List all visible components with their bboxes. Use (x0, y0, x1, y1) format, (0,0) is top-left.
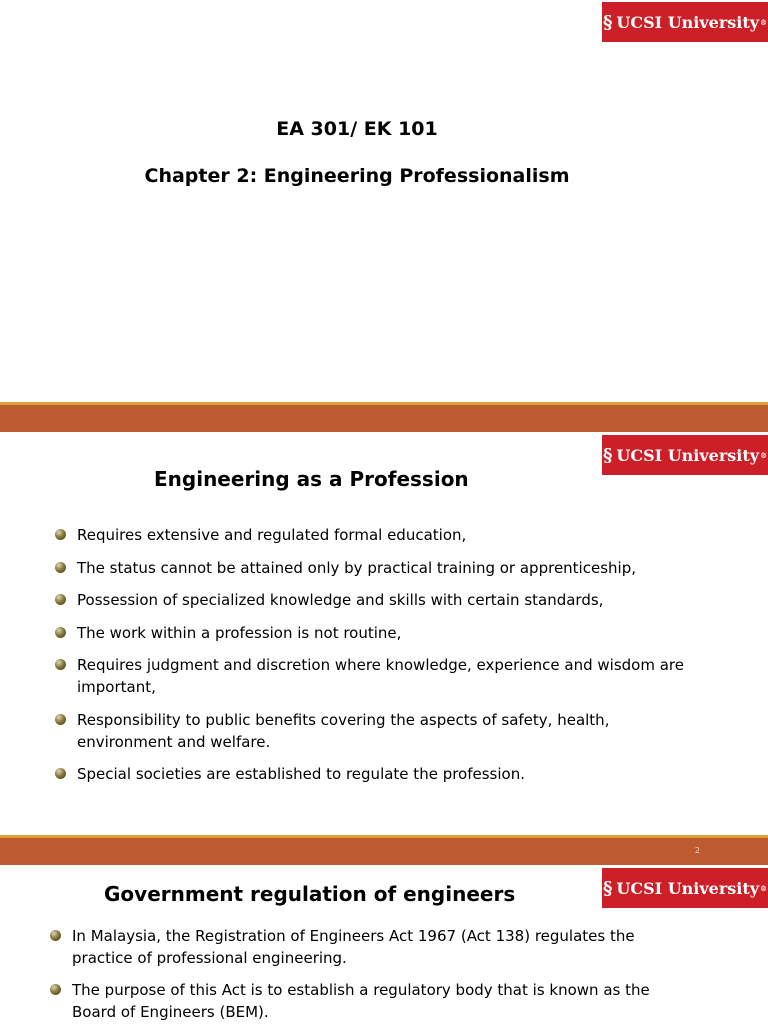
ucsi-logo-text: UCSI University (616, 12, 760, 32)
slide-1 (0, 0, 768, 402)
slide-title: Engineering as a Profession (154, 467, 469, 491)
list-item (55, 589, 695, 611)
ucsi-logo-text: UCSI University (616, 445, 760, 465)
bullet-text: Possession of specialized knowledge and skills with certain standards, (77, 591, 604, 609)
bullet-text: The work within a profession is not routine, (77, 623, 402, 642)
bullet-icon (55, 768, 66, 779)
list-item (50, 925, 690, 969)
bullet-text: The status cannot be attained only by practical training or apprenticeship, (77, 558, 636, 577)
bullet-icon (55, 562, 66, 573)
ucsi-logo (602, 2, 768, 42)
list-item (50, 979, 690, 1023)
ucsi-logo-reg: ® (760, 17, 768, 27)
bullet-text: Special societies are established to regulate the profession. (77, 765, 525, 783)
ucsi-logo-reg: ® (760, 883, 768, 893)
ucsi-logo (602, 435, 768, 475)
slide-separator-bar (0, 402, 768, 432)
bullet-icon (50, 984, 61, 995)
slide-separator-bar (0, 835, 768, 865)
course-code: EA 301/ EK 101 (276, 118, 438, 140)
bullet-text: Responsibility to public benefits covering the aspects of safety, health, environment and welfare. (77, 710, 610, 751)
slide-3 (0, 865, 768, 1024)
ucsi-logo (602, 868, 768, 908)
list-item (55, 622, 695, 644)
list-item (55, 557, 695, 579)
bullet-text: Requires extensive and regulated formal education, (77, 526, 467, 544)
bullet-icon (55, 627, 66, 638)
bullet-list (50, 925, 690, 1024)
bullet-text: Requires judgment and discretion where knowledge, experience and wisdom are important, (77, 656, 685, 696)
bullet-icon (55, 529, 66, 540)
bullet-list (55, 524, 695, 796)
page-number: 2 (694, 846, 700, 855)
ucsi-logo-mark-icon: § (602, 444, 613, 466)
bullet-icon (55, 714, 66, 725)
ucsi-logo-reg: ® (760, 450, 768, 460)
list-item (55, 763, 695, 785)
ucsi-logo-text: UCSI University (616, 878, 760, 898)
ucsi-logo-mark-icon: § (602, 11, 613, 33)
list-item (55, 654, 695, 698)
bullet-icon (55, 659, 66, 670)
bullet-text: In Malaysia, the Registration of Engineers Act 1967 (Act 138) regulates the practice of professional engineering. (72, 927, 635, 967)
ucsi-logo-mark-icon: § (602, 877, 613, 899)
list-item (55, 524, 695, 546)
bullet-icon (50, 930, 61, 941)
bullet-text: The purpose of this Act is to establish a regulatory body that is known as the Board of Engineers (BEM). (72, 981, 650, 1021)
slide-2 (0, 432, 768, 835)
list-item (55, 709, 695, 753)
chapter-title: Chapter 2: Engineering Professionalism (144, 165, 570, 187)
slide-title: Government regulation of engineers (104, 882, 516, 906)
bullet-icon (55, 594, 66, 605)
